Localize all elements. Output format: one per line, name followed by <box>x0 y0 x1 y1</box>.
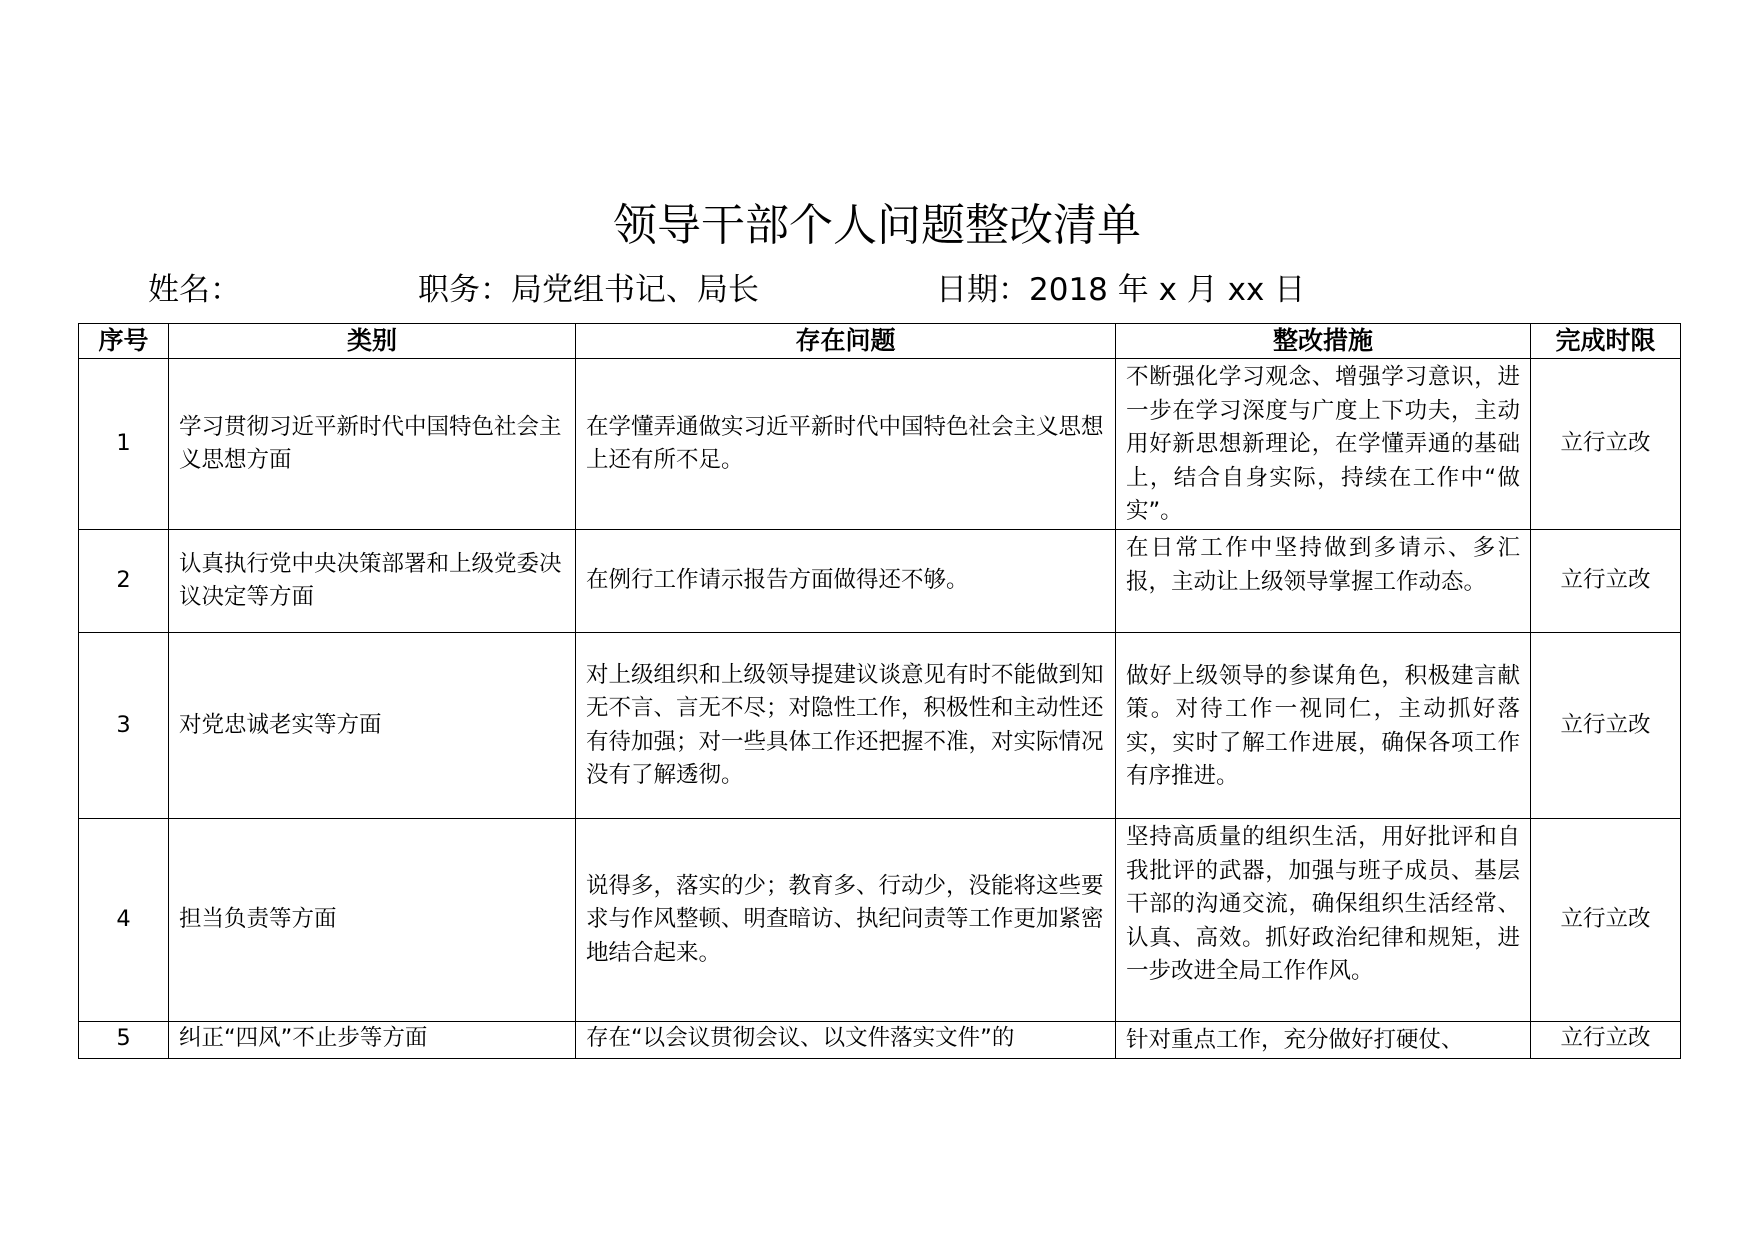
row-deadline: 立行立改 <box>1531 819 1681 1022</box>
header-category: 类别 <box>169 324 576 359</box>
row-measure: 做好上级领导的参谋角色，积极建言献策。对待工作一视同仁，主动抓好落实，实时了解工作进展，确保各项工作有序推进。 <box>1116 633 1531 819</box>
table-row <box>79 530 1681 633</box>
row-num: 3 <box>79 633 169 819</box>
row-category: 认真执行党中央决策部署和上级党委决议决定等方面 <box>169 530 576 633</box>
row-category: 担当负责等方面 <box>169 819 576 1022</box>
header-deadline: 完成时限 <box>1531 324 1681 359</box>
header-measure: 整改措施 <box>1116 324 1531 359</box>
row-deadline: 立行立改 <box>1531 633 1681 819</box>
row-measure: 坚持高质量的组织生活，用好批评和自我批评的武器，加强与班子成员、基层干部的沟通交流，确保组织生活经常、认真、高效。抓好政治纪律和规矩，进一步改进全局工作作风。 <box>1116 819 1531 1022</box>
row-deadline: 立行立改 <box>1531 359 1681 530</box>
table-row <box>79 1022 1681 1059</box>
row-num: 4 <box>79 819 169 1022</box>
row-issue: 对上级组织和上级领导提建议谈意见有时不能做到知无不言、言无不尽；对隐性工作，积极性和主动性还有待加强；对一些具体工作还把握不准，对实际情况没有了解透彻。 <box>576 633 1116 819</box>
row-issue: 说得多，落实的少；教育多、行动少，没能将这些要求与作风整顿、明查暗访、执纪问责等工作更加紧密地结合起来。 <box>576 819 1116 1022</box>
header-issue: 存在问题 <box>576 324 1116 359</box>
row-issue: 存在“以会议贯彻会议、以文件落实文件”的 <box>576 1022 1116 1059</box>
row-num: 2 <box>79 530 169 633</box>
position-field: 职务：局党组书记、局长 <box>418 272 759 308</box>
date-field: 日期：2018 年 x 月 xx 日 <box>936 272 1306 308</box>
name-field: 姓名： <box>148 272 241 308</box>
row-num: 5 <box>79 1022 169 1059</box>
table-header-row <box>79 324 1681 359</box>
row-measure: 不断强化学习观念、增强学习意识，进一步在学习深度与广度上下功夫，主动用好新思想新理论，在学懂弄通的基础上，结合自身实际，持续在工作中“做实”。 <box>1116 359 1531 530</box>
row-issue: 在例行工作请示报告方面做得还不够。 <box>576 530 1116 633</box>
row-deadline: 立行立改 <box>1531 530 1681 633</box>
row-category: 学习贯彻习近平新时代中国特色社会主义思想方面 <box>169 359 576 530</box>
row-category: 纠正“四风”不止步等方面 <box>169 1022 576 1059</box>
row-measure: 在日常工作中坚持做到多请示、多汇报，主动让上级领导掌握工作动态。 <box>1116 530 1531 633</box>
table-row <box>79 819 1681 1022</box>
row-category: 对党忠诚老实等方面 <box>169 633 576 819</box>
document-title: 领导干部个人问题整改清单 <box>613 200 1141 251</box>
row-num: 1 <box>79 359 169 530</box>
table-row <box>79 359 1681 530</box>
row-measure: 针对重点工作，充分做好打硬仗、 <box>1116 1022 1531 1059</box>
row-issue: 在学懂弄通做实习近平新时代中国特色社会主义思想上还有所不足。 <box>576 359 1116 530</box>
header-num: 序号 <box>79 324 169 359</box>
row-deadline: 立行立改 <box>1531 1022 1681 1059</box>
rectification-table <box>78 323 1681 1059</box>
table-row <box>79 633 1681 819</box>
